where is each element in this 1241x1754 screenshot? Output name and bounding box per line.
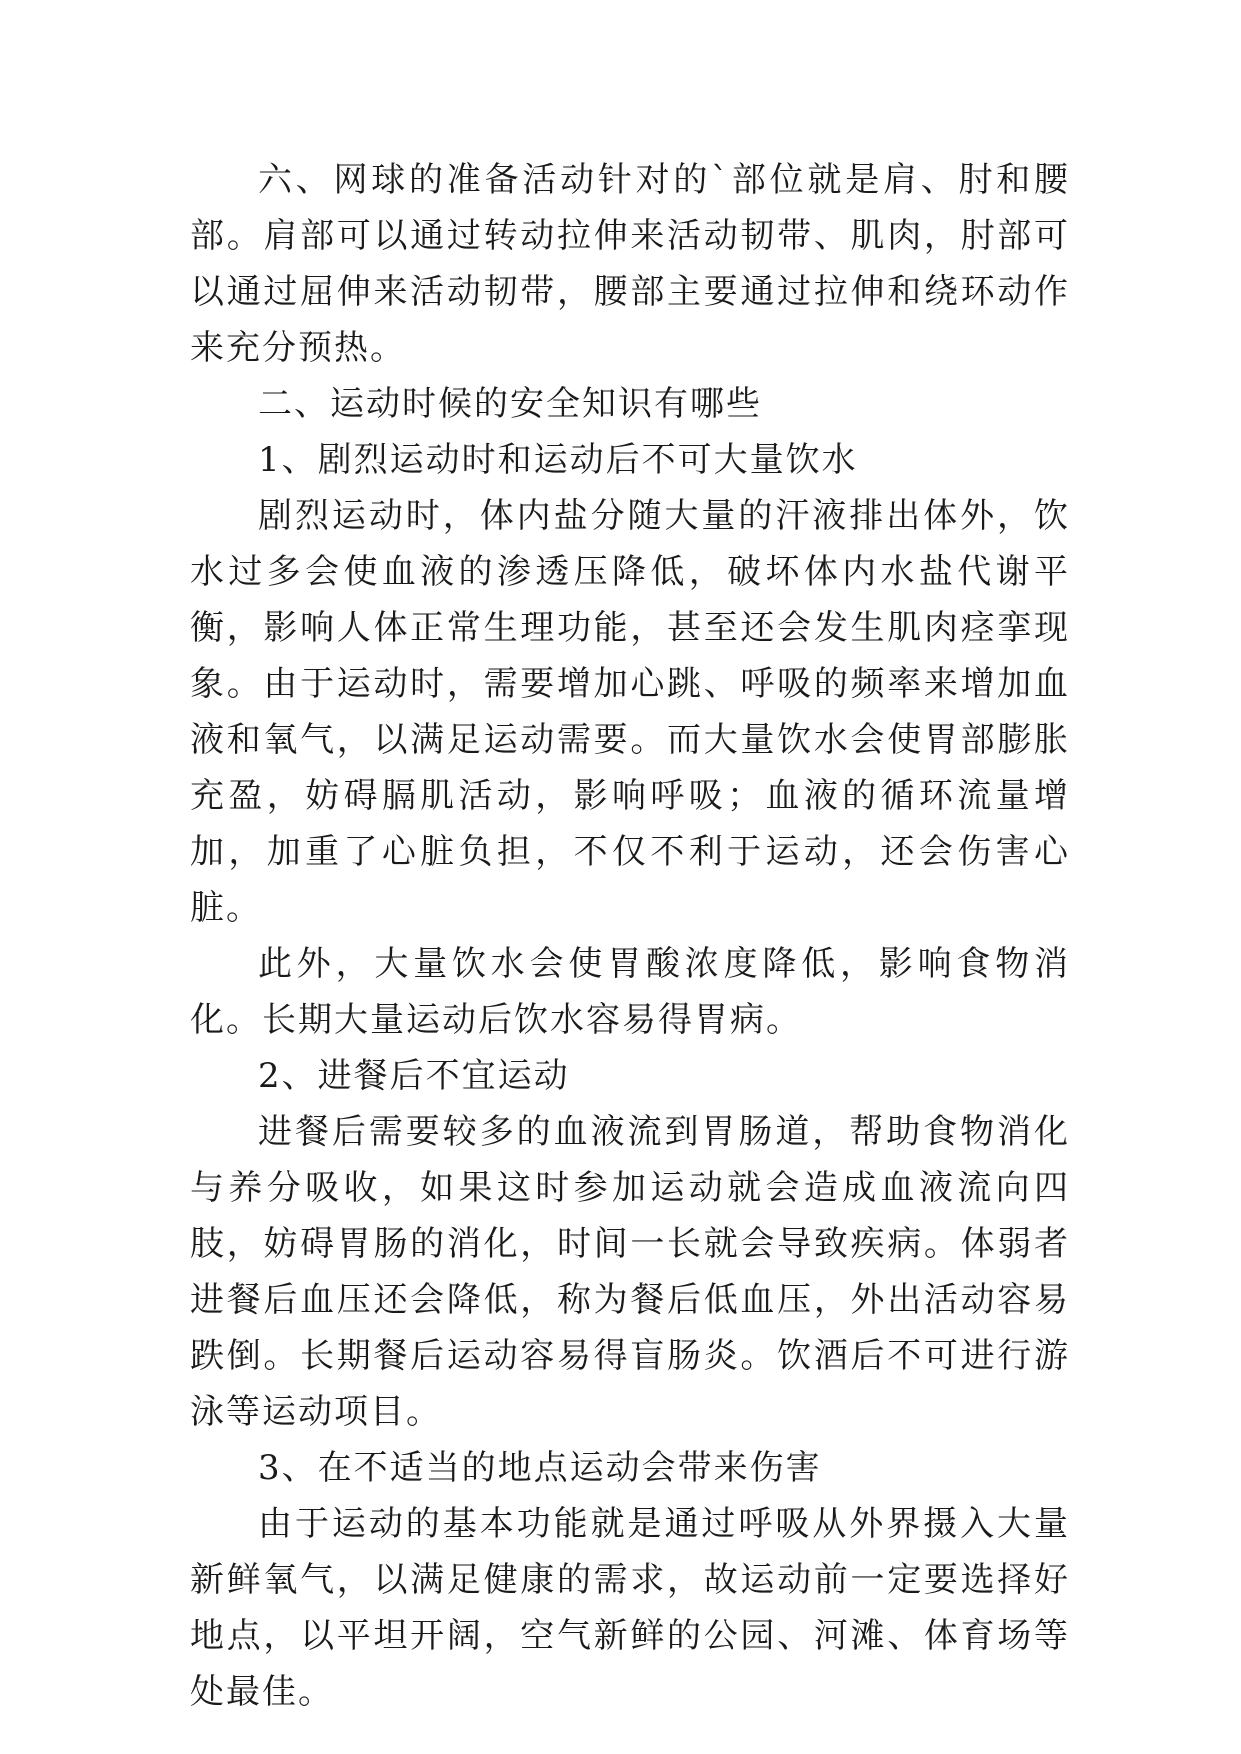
- heading-improper-location: 3、在不适当的地点运动会带来伤害: [258, 1448, 822, 1488]
- paragraph-drinking-extra: 此外，大量饮水会使胃酸浓度降低，影响食物消化。长期大量运动后饮水容易得胃病。: [190, 944, 1070, 1040]
- paragraph-drinking-explanation: 剧烈运动时，体内盐分随大量的汗液排出体外，饮水过多会使血液的渗透压降低，破坏体内水盐代谢平衡，影响人体正常生理功能，甚至还会发生肌肉痉挛现象。由于运动时，需要增加心跳、呼吸的频率来增加血液和氧气，以满足运动需要。而大量饮水会使胃部膨胀充盈，妨碍膈肌活动，影响呼吸；血液的循环流量增加，加重了心脏负担，不仅不利于运动，还会伤害心脏。: [190, 496, 1070, 928]
- paragraph-meal-explanation: 进餐后需要较多的血液流到胃肠道，帮助食物消化与养分吸收，如果这时参加运动就会造成血液流向四肢，妨碍胃肠的消化，时间一长就会导致疾病。体弱者进餐后血压还会降低，称为餐后低血压，外出活动容易跌倒。长期餐后运动容易得盲肠炎。饮酒后不可进行游泳等运动项目。: [190, 1112, 1070, 1432]
- heading-safety-knowledge: 二、运动时候的安全知识有哪些: [258, 384, 762, 424]
- paragraph-tennis-warmup: 六、网球的准备活动针对的`部位就是肩、肘和腰部。肩部可以通过转动拉伸来活动韧带、肌肉，肘部可以通过屈伸来活动韧带，腰部主要通过拉伸和绕环动作来充分预热。: [190, 160, 1070, 368]
- heading-no-heavy-drinking: 1、剧烈运动时和运动后不可大量饮水: [258, 440, 858, 480]
- heading-no-exercise-after-meal: 2、进餐后不宜运动: [258, 1056, 570, 1096]
- paragraph-location-explanation: 由于运动的基本功能就是通过呼吸从外界摄入大量新鲜氧气，以满足健康的需求，故运动前一定要选择好地点，以平坦开阔，空气新鲜的公园、河滩、体育场等处最佳。: [190, 1504, 1070, 1712]
- document-body: [190, 152, 1070, 1720]
